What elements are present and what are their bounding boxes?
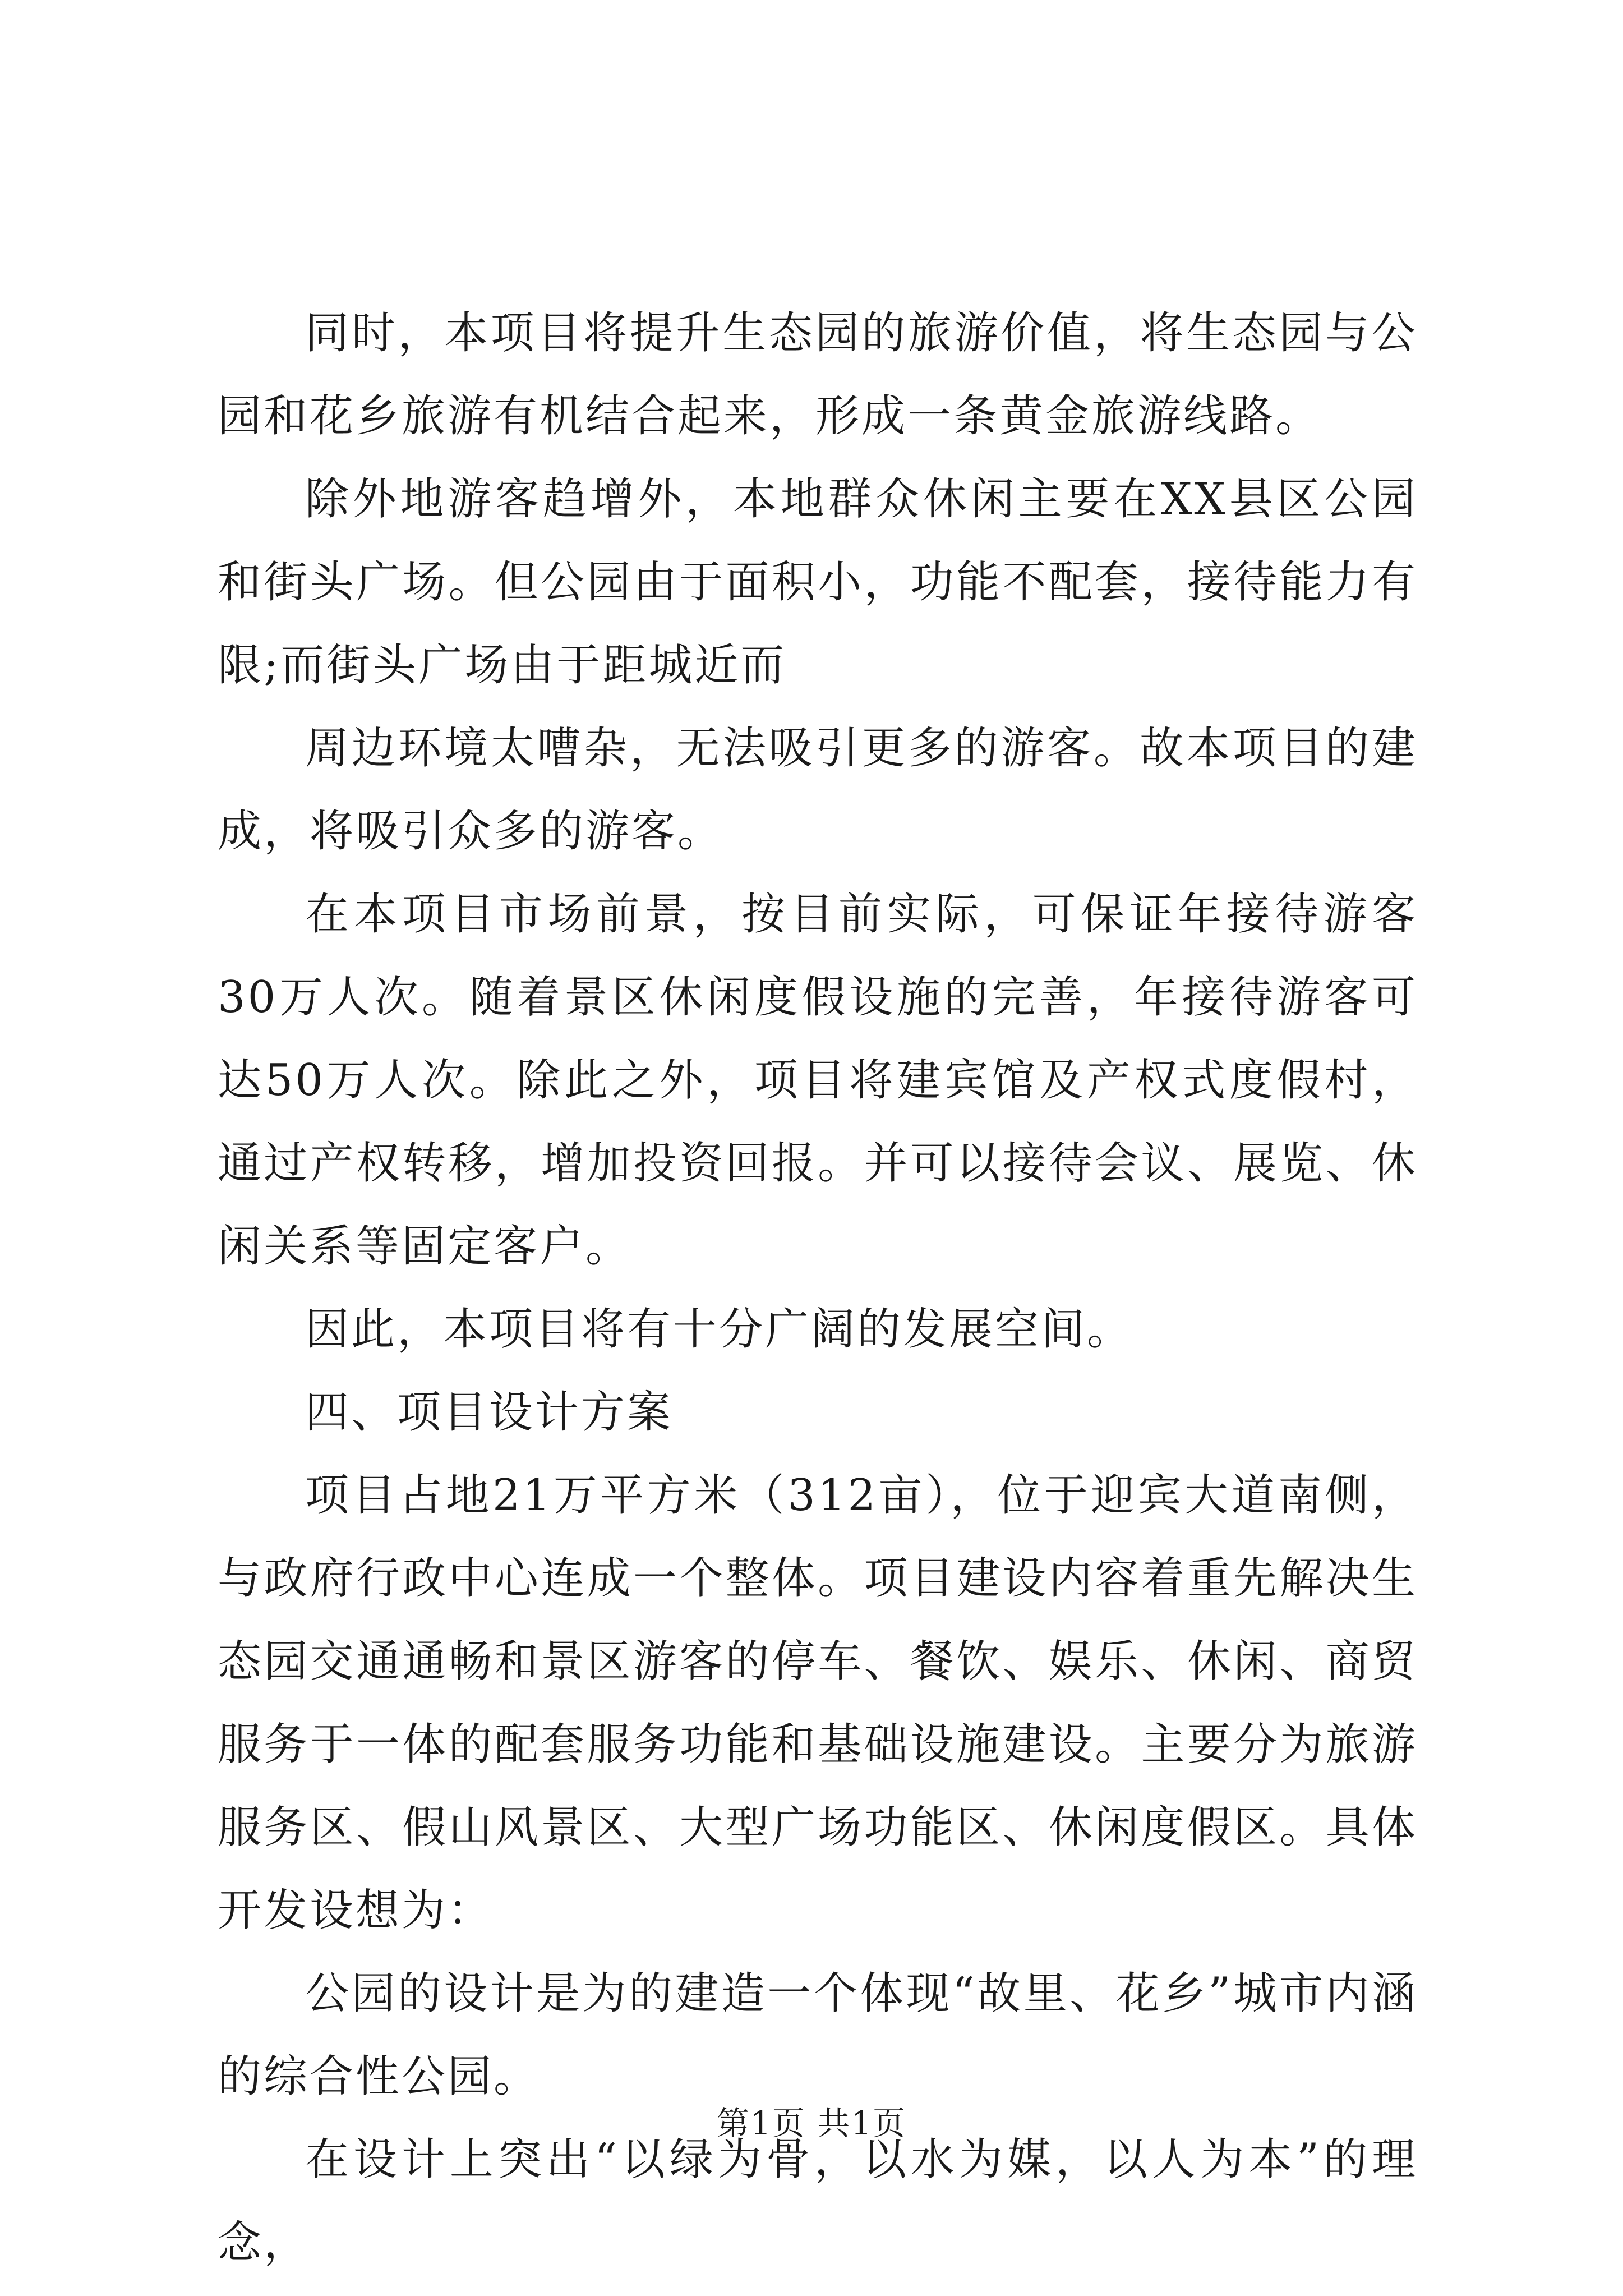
paragraph-park-design: 公园的设计是为的建造一个体现“故里、花乡”城市内涵的综合性公园。 <box>218 1968 1418 2102</box>
document-body <box>218 292 1418 2284</box>
paragraph-environment: 周边环境太嘈杂，无法吸引更多的游客。故本项目的建成，将吸引众多的游客。 <box>218 723 1418 857</box>
section-heading-design-plan: 四、项目设计方案 <box>305 1387 674 1438</box>
paragraph-market-prospect: 在本项目市场前景，按目前实际，可保证年接待游客30万人次。随着景区休闲度假设施的完善，年接待游客可达50万人次。除此之外，项目将建宾馆及产权式度假村，通过产权转移，增加投资回报。并可以接待会议、展览、休闲关系等固定客户。 <box>218 889 1418 1272</box>
page-footer: 第1页 共1页 <box>716 2104 907 2142</box>
paragraph-local-leisure: 除外地游客趋增外，本地群众休闲主要在XX县区公园和街头广场。但公园由于面积小，功能不配套，接待能力有限;而街头广场由于距城近而 <box>218 474 1418 691</box>
paragraph-development-space: 因此，本项目将有十分广阔的发展空间。 <box>305 1304 1133 1355</box>
paragraph-project-area: 项目占地21万平方米（312亩），位于迎宾大道南侧，与政府行政中心连成一个整体。项目建设内容着重先解决生态园交通通畅和景区游客的停车、餐饮、娱乐、休闲、商贸服务于一体的配套服务功能和基础设施建设。主要分为旅游服务区、假山风景区、大型广场功能区、休闲度假区。具体开发设想为： <box>218 1470 1418 1936</box>
paragraph-design-concept: 在设计上突出“以绿为骨，以水为媒，以人为本”的理念， <box>218 2134 1418 2268</box>
paragraph-tourism-value: 同时，本项目将提升生态园的旅游价值，将生态园与公园和花乡旅游有机结合起来，形成一条黄金旅游线路。 <box>218 308 1418 441</box>
